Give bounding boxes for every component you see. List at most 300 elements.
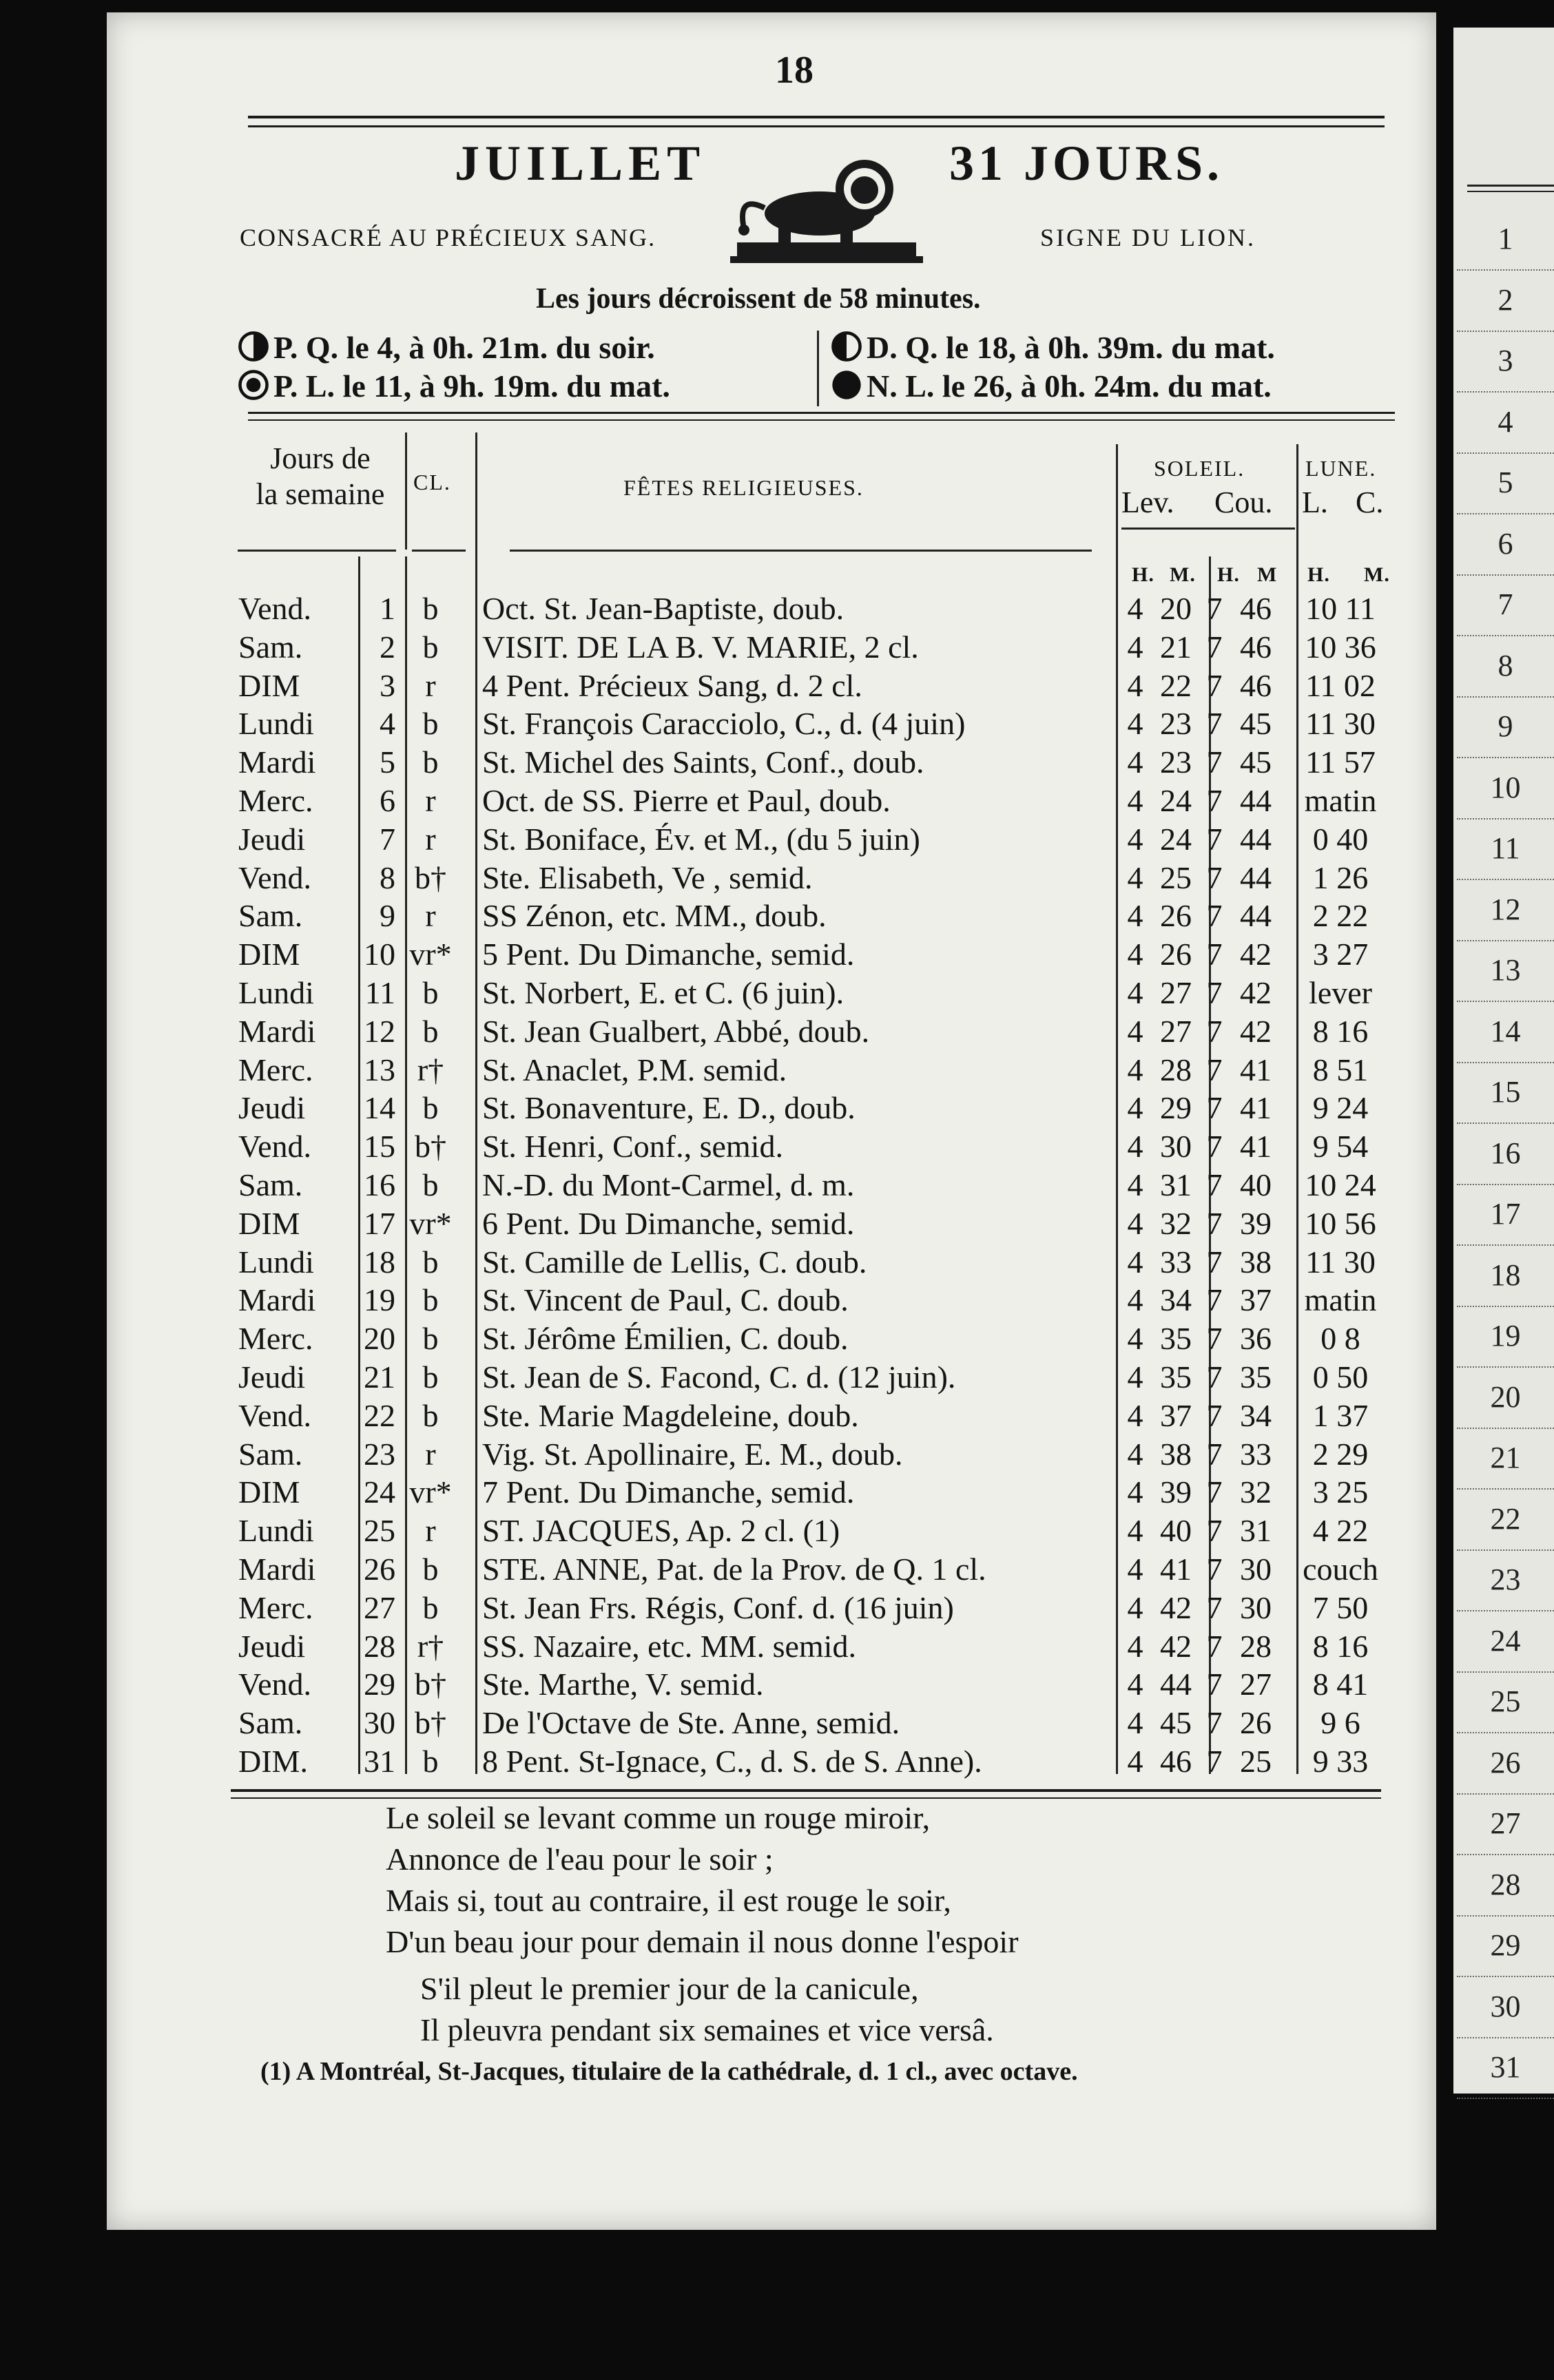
- sunrise-minute: 41: [1160, 1552, 1192, 1587]
- weekday: Sam.: [238, 1436, 303, 1472]
- sunrise-minute: 20: [1160, 591, 1192, 626]
- sunrise-minute: 28: [1160, 1052, 1192, 1087]
- date-number: 13: [364, 1052, 395, 1087]
- weekday: Lundi: [238, 975, 314, 1010]
- moon-time: 11 30: [1305, 1244, 1376, 1280]
- sunset-minute: 41: [1240, 1129, 1272, 1165]
- table-row: [234, 1627, 1398, 1666]
- liturgical-class: r: [425, 783, 436, 818]
- sunrise-hour: 4: [1127, 1589, 1143, 1625]
- facing-page-day-number: 30: [1457, 1976, 1554, 2038]
- date-number: 7: [380, 821, 395, 857]
- table-row: [234, 1089, 1398, 1127]
- sunrise-hour: 4: [1127, 937, 1143, 972]
- sunrise-hour: 4: [1127, 1628, 1143, 1664]
- feast-name: Oct. de SS. Pierre et Paul, doub.: [482, 783, 891, 818]
- feast-name: Ste. Marthe, V. semid.: [482, 1667, 764, 1702]
- date-number: 19: [364, 1282, 395, 1318]
- sunrise-hour: 4: [1127, 1321, 1143, 1357]
- weekday: Vend.: [238, 1397, 312, 1433]
- facing-page-day-number: 23: [1457, 1549, 1554, 1611]
- weekday: Mardi: [238, 744, 316, 780]
- liturgical-class: r: [425, 1513, 436, 1549]
- weekday: Mardi: [238, 1013, 316, 1049]
- table-row: [234, 1550, 1398, 1589]
- sunset-minute: 34: [1240, 1397, 1272, 1433]
- weekday: Mardi: [238, 1282, 316, 1318]
- moon-phase-text: P. L. le 11, à 9h. 19m. du mat.: [273, 368, 670, 404]
- sunset-minute: 41: [1240, 1052, 1272, 1087]
- feast-name: Ste. Marie Magdeleine, doub.: [482, 1397, 859, 1433]
- liturgical-class: b†: [415, 859, 446, 895]
- sunset-hour: 7: [1206, 1167, 1223, 1202]
- page-number: 18: [775, 49, 814, 92]
- moon-phase-new-moon: [831, 368, 1272, 404]
- sunset-minute: 33: [1240, 1436, 1272, 1472]
- weekday: Lundi: [238, 1513, 314, 1549]
- date-number: 22: [364, 1397, 395, 1433]
- feast-name: SS. Nazaire, etc. MM. semid.: [482, 1628, 856, 1664]
- sunset-hour: 7: [1206, 1436, 1223, 1472]
- liturgical-class: b: [422, 629, 439, 665]
- moon-time: 8 16: [1312, 1013, 1369, 1049]
- sunrise-minute: 34: [1160, 1282, 1192, 1318]
- feast-name: St. Jean de S. Facond, C. d. (12 juin).: [482, 1359, 956, 1395]
- feast-name: St. Camille de Lellis, C. doub.: [482, 1244, 867, 1280]
- header-lev: Lev.: [1121, 486, 1174, 519]
- sunrise-hour: 4: [1127, 629, 1143, 665]
- sunrise-minute: 22: [1160, 667, 1192, 703]
- sunrise-minute: 21: [1160, 629, 1192, 665]
- poem-line-5: S'il pleut le premier jour de la canicule,: [420, 1971, 919, 2006]
- sunset-minute: 42: [1240, 1013, 1272, 1049]
- liturgical-class: r: [425, 1436, 436, 1472]
- date-number: 18: [364, 1244, 395, 1280]
- lion-zodiac-icon: [723, 153, 930, 270]
- liturgical-class: b: [422, 706, 439, 742]
- facing-page-day-number: 16: [1457, 1123, 1554, 1185]
- sunset-minute: 28: [1240, 1628, 1272, 1664]
- sunrise-hour: 4: [1127, 975, 1143, 1010]
- first-quarter-moon-icon: [238, 331, 269, 362]
- liturgical-class: b: [422, 591, 439, 626]
- sunset-minute: 42: [1240, 975, 1272, 1010]
- sunrise-minute: 25: [1160, 859, 1192, 895]
- date-number: 26: [364, 1552, 395, 1587]
- date-number: 2: [380, 629, 395, 665]
- sunset-hour: 7: [1206, 783, 1223, 818]
- date-number: 24: [364, 1474, 395, 1510]
- moon-time: 8 16: [1312, 1628, 1369, 1664]
- moon-phase-text: D. Q. le 18, à 0h. 39m. du mat.: [867, 330, 1275, 365]
- header-jours-line2: la semaine: [256, 477, 385, 511]
- liturgical-class: b†: [415, 1667, 446, 1702]
- liturgical-class: b†: [415, 1705, 446, 1741]
- sunset-hour: 7: [1206, 1744, 1223, 1779]
- header-rule-fetes: [510, 550, 1092, 552]
- sunrise-hour: 4: [1127, 1282, 1143, 1318]
- sunset-minute: 41: [1240, 1090, 1272, 1126]
- feast-name: 4 Pent. Précieux Sang, d. 2 cl.: [482, 667, 862, 703]
- moon-phase-last-quarter: [831, 329, 1275, 366]
- sunrise-hour: 4: [1127, 1090, 1143, 1126]
- sunset-hour: 7: [1206, 898, 1223, 934]
- header-lune: LUNE.: [1305, 456, 1377, 481]
- days-count: 31 JOURS.: [949, 136, 1224, 191]
- sunset-minute: 46: [1240, 591, 1272, 626]
- header-fetes-religieuses: FÊTES RELIGIEUSES.: [623, 475, 864, 500]
- table-row: [234, 1051, 1398, 1089]
- facing-page-day-number: 22: [1457, 1488, 1554, 1551]
- facing-page-day-number: 26: [1457, 1732, 1554, 1795]
- liturgical-class: b: [422, 744, 439, 780]
- sunset-minute: 35: [1240, 1359, 1272, 1395]
- moon-time: 9 54: [1312, 1129, 1369, 1165]
- sunrise-minute: 27: [1160, 975, 1192, 1010]
- sunrise-minute: 32: [1160, 1205, 1192, 1241]
- header-rule-soleil: [1121, 528, 1295, 530]
- sunrise-minute: 23: [1160, 706, 1192, 742]
- feast-name: St. François Caracciolo, C., d. (4 juin): [482, 706, 966, 742]
- liturgical-class: vr*: [409, 1474, 452, 1510]
- date-number: 14: [364, 1090, 395, 1126]
- sunrise-hour: 4: [1127, 1436, 1143, 1472]
- sunset-minute: 46: [1240, 667, 1272, 703]
- date-number: 30: [364, 1705, 395, 1741]
- sunset-hour: 7: [1206, 706, 1223, 742]
- table-row: [234, 743, 1398, 782]
- feast-name: St. Jérôme Émilien, C. doub.: [482, 1321, 849, 1357]
- days-decrease-note: Les jours décroissent de 58 minutes.: [536, 283, 981, 315]
- table-row: [234, 859, 1398, 897]
- weekday: Merc.: [238, 1321, 313, 1357]
- date-number: 31: [364, 1744, 395, 1779]
- moon-time: matin: [1304, 1282, 1377, 1318]
- facing-page-day-number: 28: [1457, 1854, 1554, 1917]
- sunrise-minute: 42: [1160, 1589, 1192, 1625]
- moon-phase-first-quarter: [238, 329, 655, 366]
- sunrise-minute: 27: [1160, 1013, 1192, 1049]
- sunrise-minute: 29: [1160, 1090, 1192, 1126]
- sunset-hour: 7: [1206, 975, 1223, 1010]
- weekday: Vend.: [238, 1667, 312, 1702]
- sunset-hour: 7: [1206, 1359, 1223, 1395]
- weekday: Jeudi: [238, 1090, 306, 1126]
- poem-line-6: Il pleuvra pendant six semaines et vice versâ.: [420, 2012, 994, 2047]
- facing-page-day-number: 17: [1457, 1183, 1554, 1246]
- sunset-hour: 7: [1206, 1552, 1223, 1587]
- facing-page-day-number: 21: [1457, 1427, 1554, 1490]
- sunset-minute: 27: [1240, 1667, 1272, 1702]
- header-cl: CL.: [413, 470, 451, 494]
- weekday: DIM: [238, 667, 300, 703]
- feast-name: St. Jean Gualbert, Abbé, doub.: [482, 1013, 870, 1049]
- table-row: [234, 1742, 1398, 1781]
- weekday: Vend.: [238, 591, 312, 626]
- header-cou: Cou.: [1214, 486, 1273, 519]
- sunset-hour: 7: [1206, 629, 1223, 665]
- moon-time: matin: [1304, 783, 1377, 818]
- table-row: [234, 1166, 1398, 1204]
- sunrise-minute: 38: [1160, 1436, 1192, 1472]
- date-number: 17: [364, 1205, 395, 1241]
- date-number: 3: [380, 667, 395, 703]
- weekday: Merc.: [238, 783, 313, 818]
- sunrise-hour: 4: [1127, 1052, 1143, 1087]
- sunset-hour: 7: [1206, 591, 1223, 626]
- full-moon-icon: [238, 369, 269, 401]
- table-row: [234, 782, 1398, 820]
- liturgical-class: vr*: [409, 1205, 452, 1241]
- moon-time: 0 40: [1312, 821, 1369, 857]
- sunset-minute: 30: [1240, 1552, 1272, 1587]
- sunrise-hour: 4: [1127, 744, 1143, 780]
- sunset-minute: 46: [1240, 629, 1272, 665]
- facing-page-day-number: 29: [1457, 1914, 1554, 1977]
- facing-page-day-number: 2: [1457, 269, 1554, 332]
- liturgical-class: b: [422, 1013, 439, 1049]
- facing-page-day-number: 13: [1457, 939, 1554, 1002]
- header-jours-de-la-semaine: [238, 441, 403, 512]
- liturgical-class: b: [422, 975, 439, 1010]
- new-moon-icon: [831, 369, 862, 401]
- moon-time: 2 29: [1312, 1436, 1369, 1472]
- sunset-hour: 7: [1206, 1090, 1223, 1126]
- moon-time: 11 30: [1305, 706, 1376, 742]
- table-row: [234, 974, 1398, 1012]
- feast-name: St. Anaclet, P.M. semid.: [482, 1052, 787, 1087]
- sunset-minute: 45: [1240, 706, 1272, 742]
- feast-name: SS Zénon, etc. MM., doub.: [482, 898, 827, 934]
- last-quarter-moon-icon: [831, 331, 862, 362]
- feast-name: 8 Pent. St-Ignace, C., d. S. de S. Anne).: [482, 1744, 982, 1779]
- moon-time: 7 50: [1312, 1589, 1369, 1625]
- poem-line-4: D'un beau jour pour demain il nous donne l'espoir: [386, 1924, 1019, 1959]
- sunset-hour: 7: [1206, 1244, 1223, 1280]
- moon-time: 8 51: [1312, 1052, 1369, 1087]
- moon-time: 3 25: [1312, 1474, 1369, 1510]
- header-rule-cl: [412, 550, 466, 552]
- feast-name: St. Henri, Conf., semid.: [482, 1129, 783, 1165]
- poem-line-3: Mais si, tout au contraire, il est rouge le soir,: [386, 1883, 951, 1918]
- moon-phase-divider: [817, 331, 819, 406]
- sublabel-lune-m: M.: [1364, 563, 1390, 586]
- moon-time: 3 27: [1312, 937, 1369, 972]
- table-row: [234, 1204, 1398, 1243]
- feast-name: 5 Pent. Du Dimanche, semid.: [482, 937, 855, 972]
- moon-time: 9 33: [1312, 1744, 1369, 1779]
- sunrise-hour: 4: [1127, 898, 1143, 934]
- sunrise-hour: 4: [1127, 1205, 1143, 1241]
- sunset-hour: 7: [1206, 667, 1223, 703]
- liturgical-class: r: [425, 898, 436, 934]
- zodiac-sign-line: SIGNE DU LION.: [1040, 224, 1256, 251]
- header-lune-c: C.: [1356, 486, 1384, 519]
- sunrise-hour: 4: [1127, 1474, 1143, 1510]
- sunrise-hour: 4: [1127, 1167, 1143, 1202]
- weekday: Jeudi: [238, 1359, 306, 1395]
- poem-line-1: Le soleil se levant comme un rouge miroir,: [386, 1800, 931, 1835]
- sunset-hour: 7: [1206, 1705, 1223, 1741]
- table-row: [234, 820, 1398, 859]
- table-row: [234, 1127, 1398, 1166]
- table-row: [234, 1512, 1398, 1550]
- sunrise-minute: 26: [1160, 898, 1192, 934]
- weekday: Lundi: [238, 706, 314, 742]
- sunrise-hour: 4: [1127, 783, 1143, 818]
- liturgical-class: r: [425, 667, 436, 703]
- liturgical-class: b: [422, 1090, 439, 1126]
- date-number: 29: [364, 1667, 395, 1702]
- weekday: DIM: [238, 1474, 300, 1510]
- table-row: [234, 1243, 1398, 1282]
- sunrise-hour: 4: [1127, 1744, 1143, 1779]
- table-row: [234, 1397, 1398, 1435]
- sunset-hour: 7: [1206, 859, 1223, 895]
- sunrise-minute: 31: [1160, 1167, 1192, 1202]
- sunset-minute: 45: [1240, 744, 1272, 780]
- sunrise-hour: 4: [1127, 821, 1143, 857]
- feast-name: STE. ANNE, Pat. de la Prov. de Q. 1 cl.: [482, 1552, 986, 1587]
- sunset-hour: 7: [1206, 1667, 1223, 1702]
- feast-name: St. Vincent de Paul, C. doub.: [482, 1282, 849, 1318]
- sunrise-minute: 39: [1160, 1474, 1192, 1510]
- date-number: 9: [380, 898, 395, 934]
- sunrise-minute: 30: [1160, 1129, 1192, 1165]
- feast-name: St. Jean Frs. Régis, Conf. d. (16 juin): [482, 1589, 954, 1625]
- sunrise-hour: 4: [1127, 1013, 1143, 1049]
- moon-phase-text: N. L. le 26, à 0h. 24m. du mat.: [867, 368, 1272, 404]
- weekday: Sam.: [238, 898, 303, 934]
- feast-name: Ste. Elisabeth, Ve , semid.: [482, 859, 813, 895]
- date-number: 12: [364, 1013, 395, 1049]
- table-row: [234, 1665, 1398, 1704]
- facing-page-day-number: 31: [1457, 2036, 1554, 2099]
- consecration-line: CONSACRÉ AU PRÉCIEUX SANG.: [240, 224, 656, 251]
- moon-time: 10 11: [1305, 591, 1376, 626]
- date-number: 1: [380, 591, 395, 626]
- liturgical-class: b: [422, 1321, 439, 1357]
- moon-time: 10 56: [1305, 1205, 1376, 1241]
- sunrise-hour: 4: [1127, 1129, 1143, 1165]
- facing-page-day-number: 6: [1457, 513, 1554, 576]
- facing-page-day-number: 1: [1457, 208, 1554, 271]
- facing-page-day-number: 24: [1457, 1610, 1554, 1673]
- date-number: 16: [364, 1167, 395, 1202]
- sunset-hour: 7: [1206, 1628, 1223, 1664]
- facing-page-day-number: 18: [1457, 1244, 1554, 1307]
- sunset-minute: 37: [1240, 1282, 1272, 1318]
- sunrise-hour: 4: [1127, 1552, 1143, 1587]
- facing-page-day-number: 9: [1457, 696, 1554, 758]
- sunset-hour: 7: [1206, 1205, 1223, 1241]
- liturgical-class: b: [422, 1552, 439, 1587]
- sunrise-hour: 4: [1127, 1513, 1143, 1549]
- facing-page-day-number: 15: [1457, 1061, 1554, 1124]
- footnote: (1) A Montréal, St-Jacques, titulaire de la cathédrale, d. 1 cl., avec octave.: [260, 2057, 1078, 2086]
- weekday: Jeudi: [238, 821, 306, 857]
- table-row: [234, 935, 1398, 974]
- moon-time: 4 22: [1312, 1513, 1369, 1549]
- facing-page-day-number: 8: [1457, 635, 1554, 698]
- date-number: 8: [380, 859, 395, 895]
- table-top-rule: [248, 412, 1395, 421]
- table-row: [234, 667, 1398, 705]
- facing-page-day-number: 25: [1457, 1671, 1554, 1733]
- sunrise-hour: 4: [1127, 591, 1143, 626]
- facing-page-day-number: 10: [1457, 757, 1554, 820]
- feast-name: 7 Pent. Du Dimanche, semid.: [482, 1474, 855, 1510]
- moon-phase-full-moon: [238, 368, 670, 404]
- weekday: Merc.: [238, 1589, 313, 1625]
- table-row: [234, 704, 1398, 743]
- sunset-hour: 7: [1206, 1282, 1223, 1318]
- moon-time: 1 37: [1312, 1397, 1369, 1433]
- feast-name: 6 Pent. Du Dimanche, semid.: [482, 1205, 855, 1241]
- header-jours-line1: Jours de: [270, 441, 371, 475]
- liturgical-class: b: [422, 1244, 439, 1280]
- poem-line-2: Annonce de l'eau pour le soir ;: [386, 1841, 774, 1877]
- feast-name: St. Michel des Saints, Conf., doub.: [482, 744, 924, 780]
- sublabel-lev-h: H.: [1132, 563, 1154, 586]
- weekday: Sam.: [238, 1705, 303, 1741]
- sunrise-minute: 42: [1160, 1628, 1192, 1664]
- sunrise-hour: 4: [1127, 667, 1143, 703]
- sunrise-minute: 24: [1160, 783, 1192, 818]
- sunrise-minute: 33: [1160, 1244, 1192, 1280]
- moon-time: 8 41: [1312, 1667, 1369, 1702]
- moon-time: 9 6: [1320, 1705, 1360, 1741]
- sunrise-hour: 4: [1127, 1244, 1143, 1280]
- sunrise-minute: 24: [1160, 821, 1192, 857]
- sublabel-lev-m: M.: [1170, 563, 1196, 586]
- table-row: [234, 589, 1398, 628]
- moon-time: 1 26: [1312, 859, 1369, 895]
- facing-page-rule: [1467, 185, 1554, 192]
- sunrise-hour: 4: [1127, 859, 1143, 895]
- sunrise-minute: 44: [1160, 1667, 1192, 1702]
- feast-name: N.-D. du Mont-Carmel, d. m.: [482, 1167, 855, 1202]
- date-number: 20: [364, 1321, 395, 1357]
- liturgical-class: r: [425, 821, 436, 857]
- feast-name: VISIT. DE LA B. V. MARIE, 2 cl.: [482, 629, 919, 665]
- sunset-hour: 7: [1206, 821, 1223, 857]
- date-number: 27: [364, 1589, 395, 1625]
- sunset-hour: 7: [1206, 744, 1223, 780]
- sunset-minute: 38: [1240, 1244, 1272, 1280]
- moon-time: 10 24: [1305, 1167, 1376, 1202]
- date-number: 23: [364, 1436, 395, 1472]
- weekday: Lundi: [238, 1244, 314, 1280]
- weekday: Mardi: [238, 1552, 316, 1587]
- table-row: [234, 1473, 1398, 1512]
- date-number: 25: [364, 1513, 395, 1549]
- table-row: [234, 1435, 1398, 1474]
- moon-time: lever: [1309, 975, 1372, 1010]
- moon-time: 0 8: [1320, 1321, 1360, 1357]
- moon-time: 0 50: [1312, 1359, 1369, 1395]
- table-row: [234, 1012, 1398, 1051]
- facing-page-day-number: 20: [1457, 1366, 1554, 1429]
- liturgical-class: b†: [415, 1129, 446, 1165]
- sunset-minute: 26: [1240, 1705, 1272, 1741]
- sunset-hour: 7: [1206, 1013, 1223, 1049]
- sunset-hour: 7: [1206, 937, 1223, 972]
- sunrise-minute: 23: [1160, 744, 1192, 780]
- moon-time: 11 02: [1305, 667, 1376, 703]
- weekday: Sam.: [238, 1167, 303, 1202]
- moon-phase-text: P. Q. le 4, à 0h. 21m. du soir.: [273, 330, 655, 365]
